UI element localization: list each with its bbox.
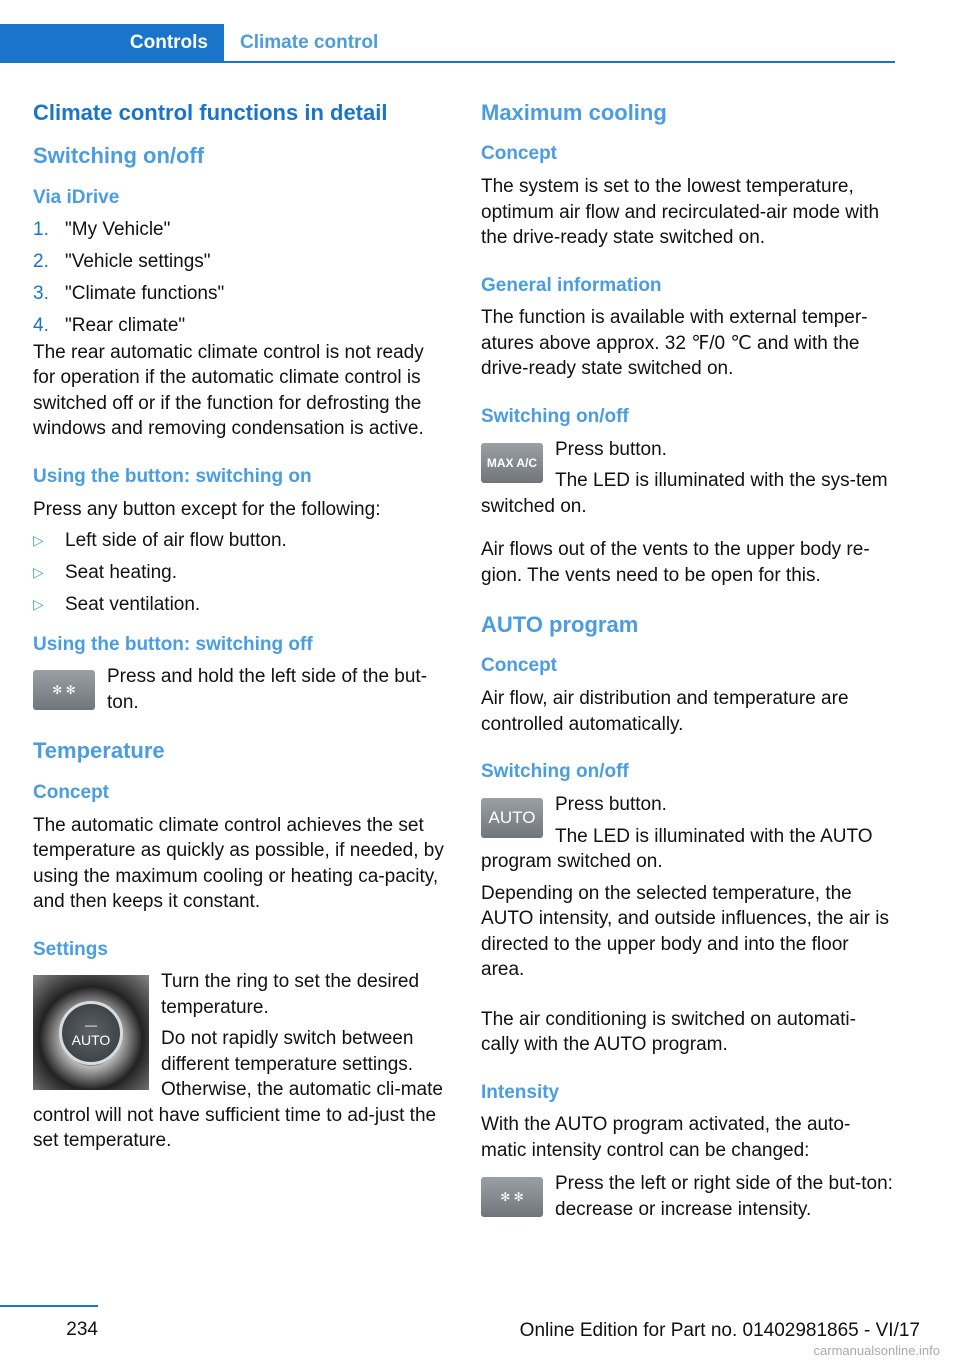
max-ac-button-icon: MAX A/C [481,443,543,483]
max-cooling-heading: Maximum cooling [481,100,667,125]
triangle-bullet-icon: ▷ [33,532,44,549]
via-idrive-heading: Via iDrive [33,186,120,208]
auto-concept-text: Air flow, air distribution and temperature are controlled automatically. [481,688,849,735]
list-item: 4. "Rear climate" [33,315,186,337]
rear-note: The rear automatic climate control is not ready for operation if the automatic climate control is switched off or if the function for defrosting the windows and removing condensation is active. [33,341,424,440]
intensity-row [481,1171,893,1223]
auto-ac-text: The air conditioning is switched on automati-cally with the AUTO program. [481,1008,856,1056]
tab-controls[interactable]: Controls [0,24,224,61]
right-column [481,100,893,1223]
list-item: 3. "Climate functions" [33,283,225,305]
page-number: 234 [0,1305,98,1341]
temp-concept-text: The automatic climate control achieves the set temperature as quickly as possible, if needed, by using the maximum cooling or heating ca-pacity, and then keeps it constant. [33,814,444,913]
switching-heading: Switching on/off [33,143,205,169]
auto-press-text: Press button. [555,794,667,816]
button-on-text: Press any button except for the following: [33,498,381,520]
auto-row [481,792,893,875]
button-off-text: Press and hold the left side of the but-ton. [107,666,428,713]
settings-text-1: Turn the ring to set the desired temperature. [161,971,420,1018]
auto-switching-heading: Switching on/off [481,761,629,783]
max-press-text: Press button. [555,438,667,460]
max-led-text: The LED is illuminated with the sys-tem switched on. [481,470,888,517]
settings-row [33,969,447,1154]
button-off-row [33,664,447,716]
section-title: Climate control functions in detail [33,100,388,125]
auto-led-text: The LED is illuminated with the AUTO program switched on. [481,825,873,873]
auto-depending-text: Depending on the selected temperature, the AUTO intensity, and outside influences, the air is directed to the upper body and into the floor area. [481,882,890,981]
general-text: The function is available with external temper-atures above approx. 32 ℉/0 ℃ and with the drive-ready state switched on. [481,307,868,380]
header-tabbar [0,24,895,63]
knob-center: — AUTO [59,1001,123,1065]
temperature-heading: Temperature [33,738,165,764]
general-heading: General information [481,274,662,296]
tab-climate-control[interactable]: Climate control [240,31,379,53]
list-item: ▷ Left side of air flow button. [33,528,447,554]
settings-heading: Settings [33,938,108,960]
max-ac-row [481,437,893,520]
temp-concept-heading: Concept [33,781,109,803]
concept-heading: Concept [481,143,557,165]
list-item: 2. "Vehicle settings" [33,251,211,273]
idrive-steps [33,217,447,339]
exceptions-list [33,528,447,618]
list-item: ▷ Seat ventilation. [33,592,447,618]
triangle-bullet-icon: ▷ [33,564,44,581]
intensity-heading: Intensity [481,1081,560,1103]
auto-button-icon: AUTO [481,798,543,838]
intensity-press-text: Press the left or right side of the but-ton: decrease or increase intensity. [555,1173,893,1220]
button-on-heading: Using the button: switching on [33,465,312,487]
fan-off-button-icon: ✻ ✻ [33,670,95,710]
airflow-text: Air flows out of the vents to the upper body re-gion. The vents need to be open for this. [481,539,870,586]
temperature-knob-image [33,975,149,1090]
auto-concept-heading: Concept [481,655,557,677]
button-off-heading: Using the button: switching off [33,633,313,655]
concept-text: The system is set to the lowest temperature, optimum air flow and recirculated-air mode with the drive-ready state switched on. [481,176,880,249]
edition-footer: Online Edition for Part no. 01402981865 - VI/17 [519,1320,920,1341]
switching-heading-right: Switching on/off [481,405,629,427]
fan-intensity-button-icon: ✻ ✻ [481,1177,543,1217]
settings-text-2: Do not rapidly switch between different temperature settings. Otherwise, the automatic cli-mate control will not have sufficient time to ad-just the set temperature. [33,1028,443,1152]
list-item: ▷ Seat heating. [33,560,447,586]
auto-program-heading: AUTO program [481,612,639,638]
list-item: 1. "My Vehicle" [33,219,171,241]
intensity-text: With the AUTO program activated, the auto-matic intensity control can be changed: [481,1114,851,1161]
triangle-bullet-icon: ▷ [33,596,44,613]
left-column [33,100,447,1154]
watermark: carmanualsonline.info [813,1343,940,1358]
